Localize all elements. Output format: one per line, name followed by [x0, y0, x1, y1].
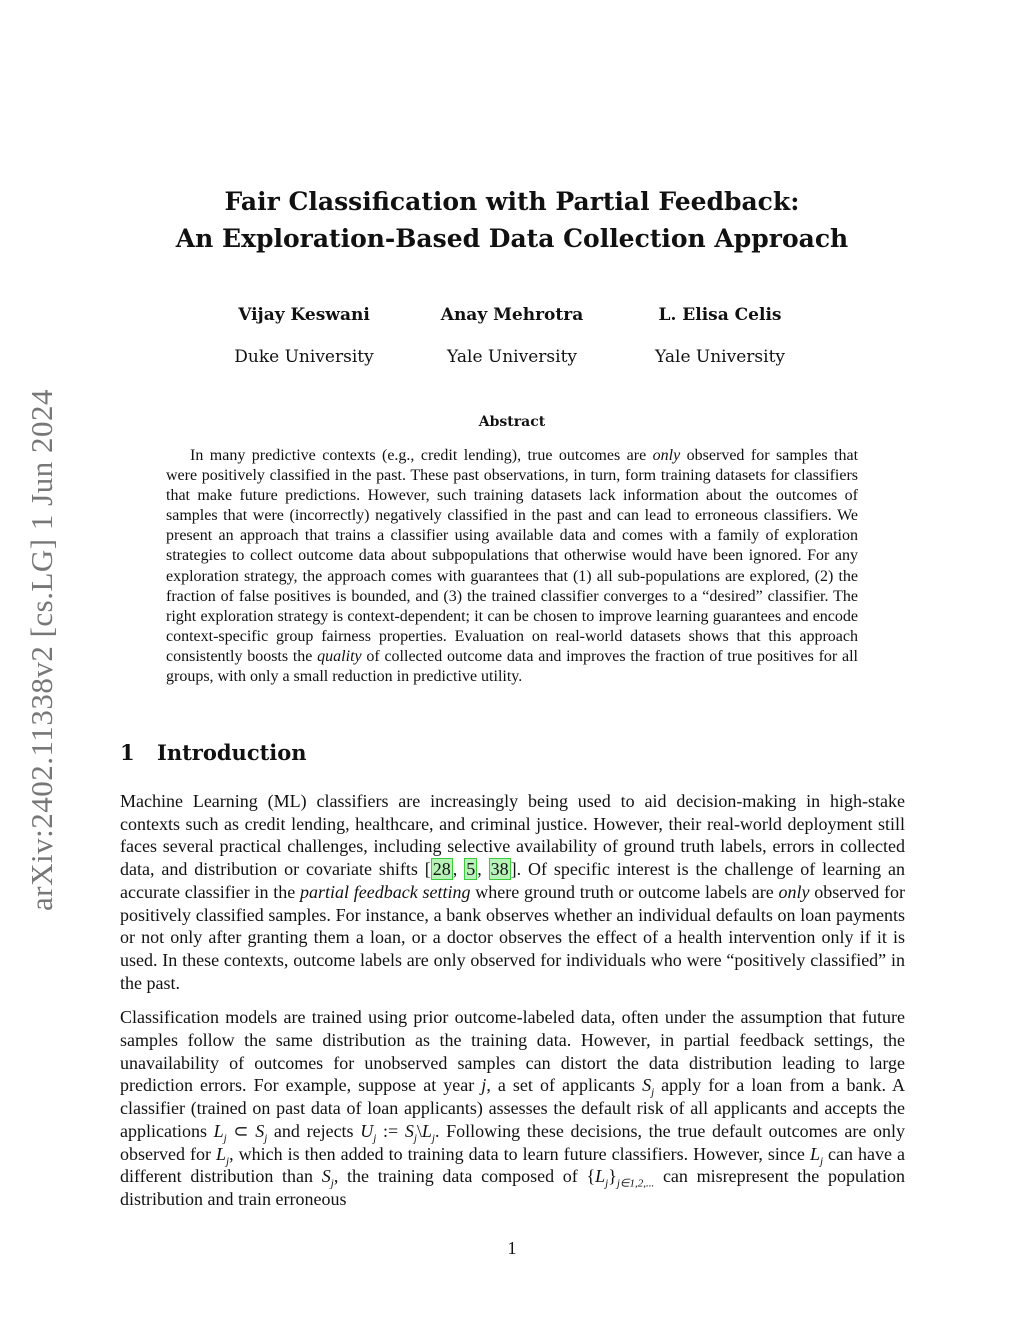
math-j: j: [481, 1075, 487, 1096]
body-text: can have a different distribution than: [120, 1143, 906, 1187]
math-subscript: j: [330, 1177, 334, 1190]
page-number: 1: [507, 1238, 517, 1258]
abstract-body: [166, 446, 858, 687]
abstract-emphasis: quality: [317, 647, 362, 665]
math-subscript: j: [431, 1132, 435, 1145]
body-text: Machine Learning (ML) classifiers are increasingly being used to aid decision-making in high-stake contexts such as credit lending, healthcare, and criminal justice. However, their real-world deployment still faces several practical challenges, including selective availability of ground truth labels, errors in collected data, and distribution or covariate shifts [: [120, 791, 905, 880]
author-affiliation: Duke University: [234, 347, 374, 367]
citation-separator: ,: [477, 859, 489, 880]
math-S: S: [321, 1166, 331, 1187]
paper-title: [120, 183, 904, 257]
math-subscript: j: [605, 1177, 609, 1190]
math-S: S: [255, 1120, 265, 1141]
math-subscript: j: [413, 1132, 417, 1145]
author-3: [616, 302, 824, 370]
author-affiliation: Yale University: [654, 347, 786, 367]
math-L: L: [595, 1166, 606, 1187]
body-text: can misrepresent the population distribution and train erroneous: [120, 1166, 905, 1209]
math-S: S: [642, 1075, 652, 1096]
math-brace-close: }: [608, 1166, 617, 1187]
citation-link[interactable]: 5: [466, 859, 476, 880]
intro-paragraph-2: [120, 1006, 905, 1210]
section-title: Introduction: [157, 740, 307, 765]
introduction-body: [120, 790, 905, 1223]
math-S: S: [404, 1120, 414, 1141]
citation-separator: ,: [452, 859, 465, 880]
math-subset: ⊂: [226, 1120, 256, 1141]
emphasis-text: only: [778, 881, 810, 902]
author-name: Anay Mehrotra: [440, 305, 584, 325]
abstract-text: of collected outcome data and improves the fraction of true positives for all groups, with only a small reduction in predictive utility.: [166, 647, 858, 686]
math-L: L: [213, 1120, 224, 1141]
math-subscript: j: [651, 1087, 655, 1100]
body-text: . Following these decisions, the true default outcomes are only observed for: [120, 1120, 905, 1164]
body-text: observed for positively classified samples. For instance, a bank observes whether an individual defaults on loan payments or not only after granting them a loan, or a doctor observes the effect of a health intervention only if it is used. In these contexts, outcome labels are only observed for individuals who were “positively classified” in the past.: [120, 881, 905, 993]
body-text: , the training data composed of: [333, 1166, 587, 1187]
math-L: L: [216, 1143, 227, 1164]
body-text: and rejects: [267, 1120, 361, 1141]
arxiv-identifier-stamp: [22, 370, 62, 930]
author-name: L. Elisa Celis: [658, 305, 782, 325]
math-subscript: j: [264, 1132, 268, 1145]
citation-link[interactable]: 28: [432, 859, 451, 880]
section-number: 1: [120, 740, 135, 765]
abstract-emphasis: only: [652, 447, 681, 464]
author-1: [200, 302, 408, 370]
math-L: L: [809, 1143, 820, 1164]
math-setminus: \: [416, 1120, 422, 1141]
author-2: [408, 302, 616, 370]
emphasis-text: partial feedback setting: [299, 881, 471, 902]
abstract-heading: Abstract: [478, 414, 546, 430]
body-text: Classification models are trained using prior outcome-labeled data, often under the assumption that future samples follow the same distribution as the training data. However, in partial feedback settings, the unavailability of outcomes for unobserved samples can distort the data distribution leading to large prediction errors. For example, suppose at year: [120, 1007, 905, 1096]
math-subscript: j: [819, 1155, 824, 1168]
math-subscript: j: [226, 1155, 230, 1168]
abstract-paragraph: [166, 446, 858, 687]
math-defeq: :=: [376, 1120, 405, 1141]
author-name: Vijay Keswani: [238, 305, 370, 325]
arxiv-identifier-text: arXiv:2402.11338v2 [cs.LG] 1 Jun 2024: [24, 389, 59, 911]
math-brace-open: {: [586, 1166, 596, 1187]
author-block: [200, 302, 824, 370]
math-subscript-index: j∈1,2,...: [616, 1177, 655, 1190]
intro-paragraph-1: [120, 790, 905, 994]
math-subscript: j: [373, 1132, 377, 1145]
body-text: , which is then added to training data to learn future classifiers. However, since: [229, 1143, 810, 1164]
body-text: ]. Of specific interest is the challenge of learning an accurate classifier in the: [120, 859, 906, 902]
title-line-2: An Exploration-Based Data Collection Approach: [175, 224, 849, 253]
math-L: L: [421, 1120, 432, 1141]
math-subscript: j: [223, 1132, 227, 1145]
math-U: U: [360, 1120, 374, 1141]
citation-link[interactable]: 38: [490, 859, 509, 880]
title-line-1: Fair Classification with Partial Feedback:: [224, 187, 800, 216]
abstract-text: In many predictive contexts (e.g., credit lending), true outcomes are: [190, 447, 653, 464]
body-text: , a set of applicants: [486, 1075, 643, 1096]
body-text: where ground truth or outcome labels are: [470, 881, 779, 902]
body-text: apply for a loan from a bank. A classifier (trained on past data of loan applicants) assesses the default risk of all applicants and accepts the applications: [120, 1075, 906, 1141]
author-affiliation: Yale University: [446, 347, 578, 367]
section-heading-introduction: [120, 740, 904, 765]
abstract-text: observed for samples that were positively classified in the past. These past observations, in turn, form training datasets for classifiers that make future predictions. However, such training datasets lack information about the outcomes of samples that were (incorrectly) negatively classified in the past and can lead to erroneous classifiers. We present an approach that trains a classifier using available data and comes with a family of exploration strategies to collect outcome data about subpopulations that otherwise would have been ignored. For any exploration strategy, the approach comes with guarantees that (1) all sub-populations are explored, (2) the fraction of false positives is bounded, and (3) the trained classifier converges to a “desired” classifier. The right exploration strategy is context-dependent; it can be chosen to improve learning guarantees and encode context-specific group fairness properties. Evaluation on real-world datasets shows that this approach consistently boosts the: [166, 447, 859, 665]
